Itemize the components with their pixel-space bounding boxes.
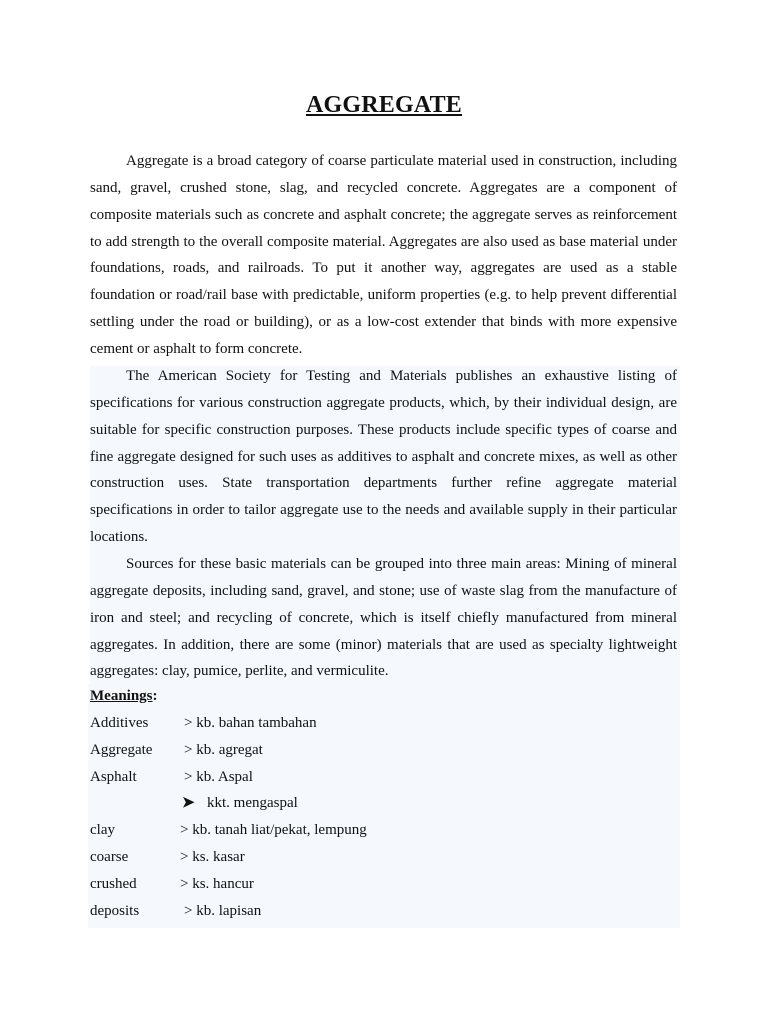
glossary-definition: > kb. lapisan (184, 902, 262, 919)
glossary-term: Aggregate (90, 741, 153, 758)
meanings-section (90, 683, 677, 924)
glossary-row (90, 898, 677, 925)
glossary-row (90, 737, 677, 764)
glossary-definition: > kb. agregat (184, 741, 263, 758)
glossary-term: deposits (90, 902, 140, 919)
paragraph-sources: Sources for these basic materials can be grouped into three main areas: Mining of mineral aggregate deposits, including sand, gravel, and stone; use of waste slag from the manufacture of iron and steel; and recycling of concrete, which is itself chiefly manufactured from mineral aggregates. In addition, there are some (minor) materials that are used as specialty lightweight aggregates: clay, pumice, perlite, and vermiculite. (90, 556, 677, 680)
glossary-definition: > kb. tanah liat/pekat, lempung (180, 822, 367, 839)
glossary-definition: > ks. hancur (180, 875, 254, 892)
glossary-term: Additives (90, 715, 149, 731)
paragraph-intro: Aggregate is a broad category of coarse particulate material used in construction, including sand, gravel, crushed stone, slag, and recycled concrete. Aggregates are a component of composite materials such as concrete and asphalt concrete; the aggregate serves as reinforcement to add strength to the overall composite material. Aggregates are also used as base material under foundations, roads, and railroads. To put it another way, aggregates are used as a stable foundation or road/rail base with predictable, uniform properties (e.g. to help prevent differential settling under the road or building), or as a low-cost extender that binds with more expensive cement or asphalt to form concrete. (90, 153, 677, 357)
glossary-definition: > kb. bahan tambahan (184, 715, 317, 731)
glossary-definition: > kb. Aspal (184, 768, 253, 785)
page-title: AGGREGATE (305, 92, 463, 118)
glossary-row (90, 844, 677, 871)
glossary-term: Asphalt (90, 768, 137, 785)
meanings-heading-colon: : (152, 688, 158, 704)
meanings-heading (90, 683, 677, 710)
glossary-row (90, 817, 677, 844)
arrow-bullet-icon: ➤ (182, 795, 195, 812)
meanings-heading-text: Meanings (90, 688, 153, 704)
paragraph-astm: The American Society for Testing and Materials publishes an exhaustive listing of specifications for various construction aggregate products, which, by their individual design, are suitable for specific construction purposes. These products include specific types of coarse and fine aggregate designed for such uses as additives to asphalt and concrete mixes, as well as other construction uses. State transportation departments further refine aggregate material specifications in order to tailor aggregate use to the needs and available supply in their particular locations. (90, 368, 677, 546)
glossary-term: crushed (90, 875, 137, 892)
glossary-row (90, 790, 677, 817)
glossary-row (90, 764, 677, 791)
glossary-term: coarse (90, 848, 129, 865)
glossary-definition: > ks. kasar (180, 848, 245, 865)
glossary-term: clay (90, 822, 115, 839)
glossary-row (90, 871, 677, 898)
glossary-row (90, 710, 677, 737)
glossary-definition: kkt. mengaspal (207, 795, 298, 812)
